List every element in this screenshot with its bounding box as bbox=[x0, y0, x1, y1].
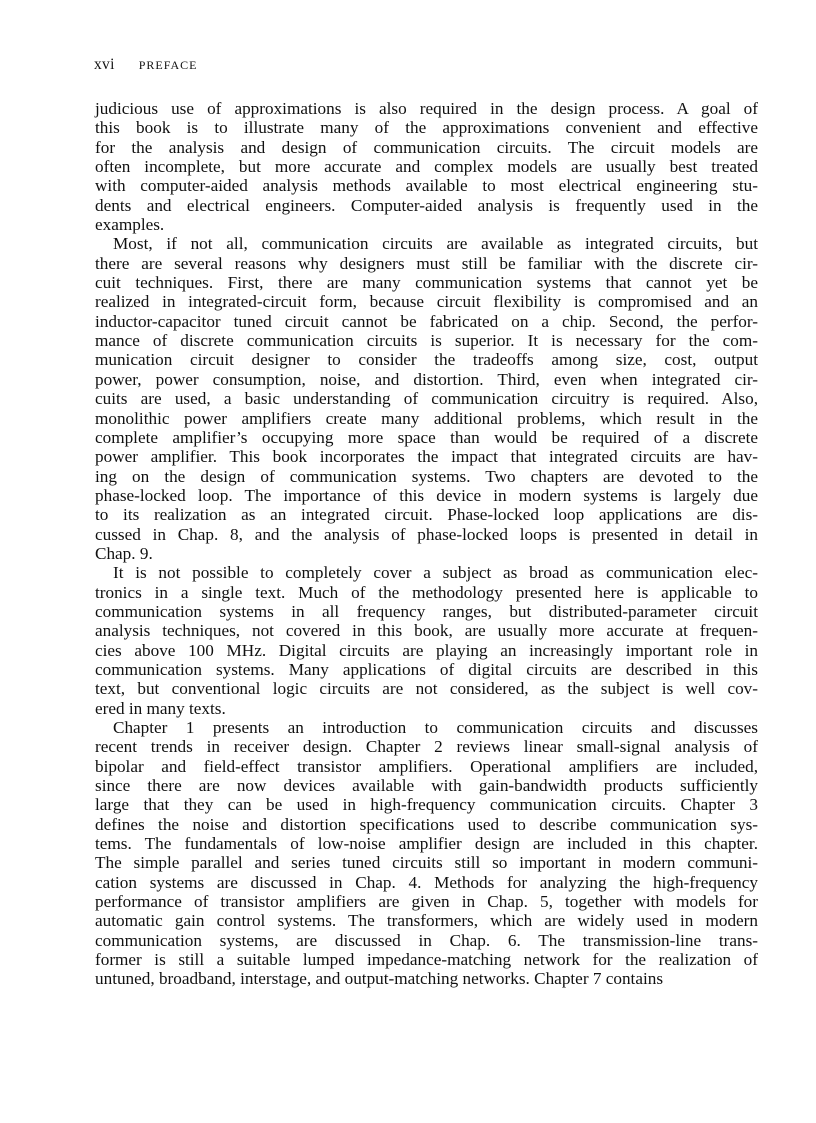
text-line: examples. bbox=[95, 215, 165, 235]
text-line: Most, if not all, communication circuits are available as integrated circuits, but bbox=[113, 234, 758, 254]
text-line: complete amplifier’s occupying more space than would be required of a discrete bbox=[95, 427, 758, 447]
text-line: cuits are used, a basic understanding of communication circuitry is required. Also, bbox=[95, 389, 758, 409]
text-line: power amplifier. This book incorporates the impact that integrated circuits are hav- bbox=[95, 447, 758, 467]
text-line: communication systems. Many applications of digital circuits are described in this bbox=[95, 659, 758, 679]
text-line: to its realization as an integrated circuit. Phase-locked loop applications are dis- bbox=[95, 505, 758, 525]
text-line: mance of discrete communication circuits is superior. It is necessary for the com- bbox=[95, 331, 758, 351]
text-line: tronics in a single text. Much of the methodology presented here is applicable to bbox=[95, 582, 758, 602]
text-line: communication systems in all frequency ranges, but distributed-parameter circuit bbox=[95, 601, 758, 621]
text-line: untuned, broadband, interstage, and output-matching networks. Chapter 7 contains bbox=[95, 969, 664, 989]
text-line: ered in many texts. bbox=[95, 698, 226, 718]
text-line: power, power consumption, noise, and distortion. Third, even when integrated cir- bbox=[95, 369, 758, 389]
text-line: It is not possible to completely cover a subject as broad as communication elec- bbox=[113, 563, 758, 583]
text-line: since there are now devices available with gain-bandwidth products sufficiently bbox=[95, 776, 758, 796]
text-line: cuit techniques. First, there are many communication systems that cannot yet be bbox=[95, 273, 758, 293]
paragraph bbox=[95, 234, 758, 563]
text-line: cation systems are discussed in Chap. 4. Methods for analyzing the high-frequency bbox=[95, 872, 758, 892]
text-line: communication systems, are discussed in Chap. 6. The transmission-line trans- bbox=[95, 930, 758, 950]
text-line: bipolar and field-effect transistor amplifiers. Operational amplifiers are included, bbox=[95, 756, 758, 776]
text-line: ing on the design of communication systems. Two chapters are devoted to the bbox=[95, 466, 758, 486]
section-title: PREFACE bbox=[138, 58, 198, 72]
text-line: Chapter 1 presents an introduction to communication circuits and discusses bbox=[113, 718, 758, 737]
paragraph bbox=[95, 99, 758, 234]
text-line: text, but conventional logic circuits are not considered, as the subject is well cov- bbox=[95, 679, 758, 699]
body-text bbox=[95, 99, 758, 989]
text-line: phase-locked loop. The importance of this device in modern systems is largely due bbox=[95, 485, 758, 505]
text-line: often incomplete, but more accurate and complex models are usually best treated bbox=[95, 157, 758, 177]
text-line: performance of transistor amplifiers are given in Chap. 5, together with models for bbox=[95, 892, 758, 912]
text-line: analysis techniques, not covered in this book, are usually more accurate at frequen- bbox=[95, 621, 758, 641]
text-line: judicious use of approximations is also required in the design process. A goal of bbox=[95, 99, 758, 118]
text-line: cussed in Chap. 8, and the analysis of phase-locked loops is presented in detail in bbox=[95, 524, 758, 544]
text-line: munication circuit designer to consider the tradeoffs among size, cost, output bbox=[95, 350, 758, 370]
text-line: realized in integrated-circuit form, because circuit flexibility is compromised and an bbox=[95, 292, 758, 312]
text-line: former is still a suitable lumped impedance-matching network for the realization of bbox=[95, 950, 758, 970]
text-line: recent trends in receiver design. Chapter 2 reviews linear small-signal analysis of bbox=[95, 737, 758, 757]
text-line: Chap. 9. bbox=[95, 543, 153, 563]
text-line: with computer-aided analysis methods available to most electrical engineering stu- bbox=[95, 176, 758, 196]
paragraph bbox=[95, 718, 758, 989]
text-line: inductor-capacitor tuned circuit cannot be fabricated on a chip. Second, the perfor- bbox=[95, 311, 758, 331]
text-line: there are several reasons why designers must still be familiar with the discrete cir- bbox=[95, 253, 758, 273]
running-head bbox=[94, 56, 198, 74]
text-line: monolithic power amplifiers create many additional problems, which result in the bbox=[95, 408, 758, 428]
text-line: this book is to illustrate many of the approximations convenient and effective bbox=[95, 118, 758, 138]
text-line: tems. The fundamentals of low-noise amplifier design are included in this chapter. bbox=[95, 834, 758, 854]
paragraph bbox=[95, 563, 758, 718]
page-number: xvi bbox=[94, 56, 115, 73]
text-line: cies above 100 MHz. Digital circuits are playing an increasingly important role in bbox=[95, 640, 758, 660]
text-line: automatic gain control systems. The transformers, which are widely used in modern bbox=[95, 911, 758, 931]
text-line: dents and electrical engineers. Computer-aided analysis is frequently used in the bbox=[95, 195, 758, 215]
text-line: for the analysis and design of communication circuits. The circuit models are bbox=[95, 137, 758, 157]
text-line: large that they can be used in high-frequency communication circuits. Chapter 3 bbox=[95, 795, 758, 815]
text-line: defines the noise and distortion specifications used to describe communication sys- bbox=[95, 814, 758, 834]
text-line: The simple parallel and series tuned circuits still so important in modern communi- bbox=[95, 853, 758, 873]
